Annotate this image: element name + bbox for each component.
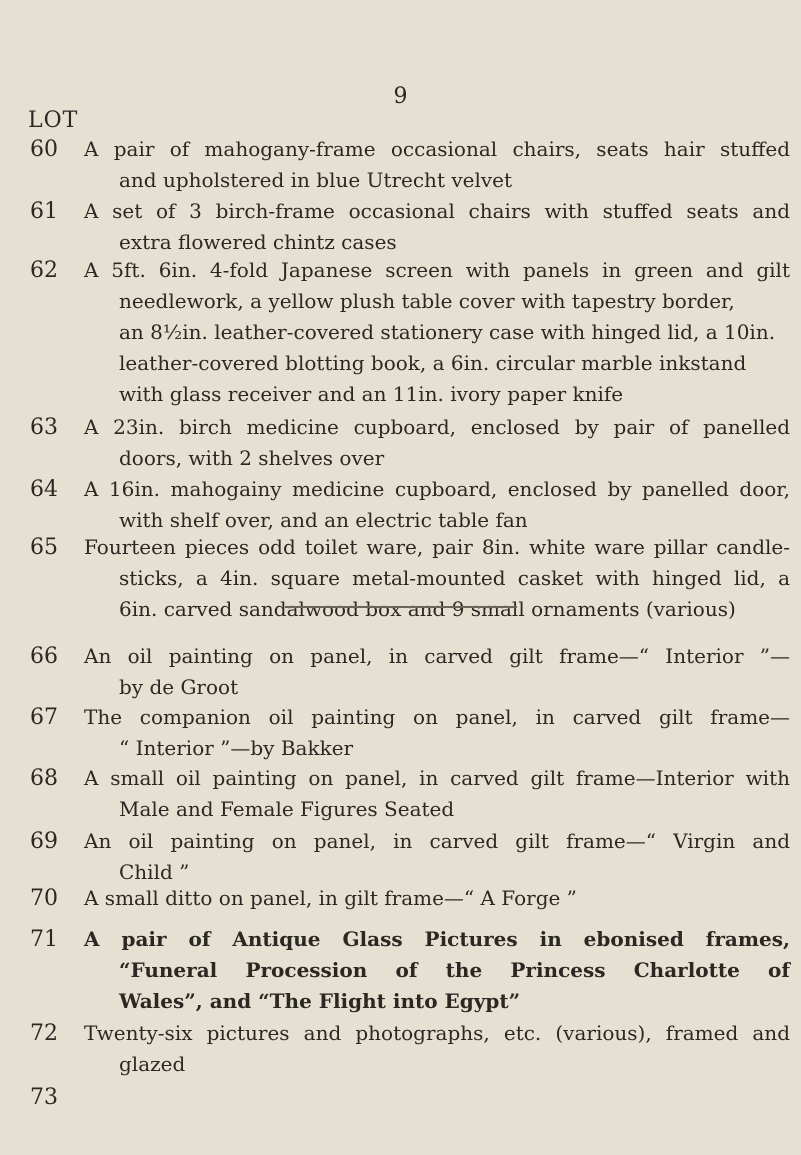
- description-line: The companion oil painting on panel, in carved gilt frame—: [84, 705, 790, 729]
- description-line: Twenty-six pictures and photographs, etc. (various), framed and: [84, 1021, 790, 1045]
- lot-number: 68: [30, 766, 58, 791]
- lot-number: 63: [30, 415, 58, 440]
- description-line: A small ditto on panel, in gilt frame—“ A Forge ”: [84, 886, 577, 910]
- lot-number: 70: [30, 886, 58, 911]
- lot-number: 71: [30, 927, 58, 952]
- description-line: A pair of Antique Glass Pictures in ebonised frames,: [84, 927, 790, 951]
- description-line: doors, with 2 shelves over: [119, 446, 385, 470]
- lot-number: 66: [30, 644, 58, 669]
- description-line: 6in. carved sandalwood box and 9 small ornaments (various): [119, 597, 736, 621]
- description-line: A pair of mahogany-frame occasional chairs, seats hair stuffed: [84, 137, 790, 161]
- lot-description: [84, 134, 790, 196]
- description-line: A 23in. birch medicine cupboard, enclosed by pair of panelled: [84, 415, 790, 439]
- lot-description: [84, 196, 790, 258]
- description-line: Fourteen pieces odd toilet ware, pair 8in. white ware pillar candle-: [84, 535, 790, 559]
- description-line: with shelf over, and an electric table fan: [119, 508, 528, 532]
- description-line: with glass receiver and an 11in. ivory paper knife: [119, 382, 624, 406]
- description-line: Male and Female Figures Seated: [119, 797, 455, 821]
- description-line: “Funeral Procession of the Princess Charlotte of: [119, 958, 790, 982]
- lot-description: [84, 412, 790, 474]
- lot-number: 64: [30, 477, 58, 502]
- lot-description: [84, 1018, 790, 1080]
- lot-column-header: LOT: [28, 108, 79, 133]
- description-line: A set of 3 birch-frame occasional chairs with stuffed seats and: [84, 199, 790, 223]
- description-line: by de Groot: [119, 675, 239, 699]
- lot-number: 62: [30, 258, 58, 283]
- description-line: sticks, a 4in. square metal-mounted casket with hinged lid, a: [119, 566, 790, 590]
- lot-description: [84, 255, 790, 410]
- description-line: An oil painting on panel, in carved gilt frame—“ Interior ”—: [84, 644, 790, 668]
- description-line: A 16in. mahogainy medicine cupboard, enclosed by panelled door,: [84, 477, 790, 501]
- lot-number: 60: [30, 137, 58, 162]
- description-line: glazed: [119, 1052, 186, 1076]
- description-line: extra flowered chintz cases: [119, 230, 397, 254]
- lot-description: [84, 702, 790, 764]
- lot-number: 65: [30, 535, 58, 560]
- description-line: A 5ft. 6in. 4-fold Japanese screen with panels in green and gilt: [84, 258, 790, 282]
- description-line: A small oil painting on panel, in carved gilt frame—Interior with: [84, 766, 790, 790]
- lot-description: [84, 474, 790, 536]
- lot-description: [84, 826, 790, 888]
- description-line: needlework, a yellow plush table cover with tapestry border,: [119, 289, 735, 313]
- lot-number: 67: [30, 705, 58, 730]
- lot-number: 73: [30, 1085, 58, 1110]
- lot-description: [84, 883, 790, 914]
- description-line: “ Interior ”—by Bakker: [119, 736, 354, 760]
- lot-number: 61: [30, 199, 58, 224]
- lot-description: [84, 924, 790, 1017]
- description-line: leather-covered blotting book, a 6in. circular marble inkstand: [119, 351, 747, 375]
- lot-description: [84, 532, 790, 625]
- description-line: an 8½in. leather-covered stationery case with hinged lid, a 10in.: [119, 320, 776, 344]
- description-line: and upholstered in blue Utrecht velvet: [119, 168, 513, 192]
- description-line: Child ”: [119, 860, 190, 884]
- section-divider: [285, 606, 517, 608]
- lot-number: 69: [30, 829, 58, 854]
- description-line: An oil painting on panel, in carved gilt frame—“ Virgin and: [84, 829, 790, 853]
- description-line: Wales”, and “The Flight into Egypt”: [119, 989, 521, 1013]
- lot-description: [84, 763, 790, 825]
- page-number: 9: [393, 84, 408, 109]
- lot-description: [84, 641, 790, 703]
- lot-number: 72: [30, 1021, 58, 1046]
